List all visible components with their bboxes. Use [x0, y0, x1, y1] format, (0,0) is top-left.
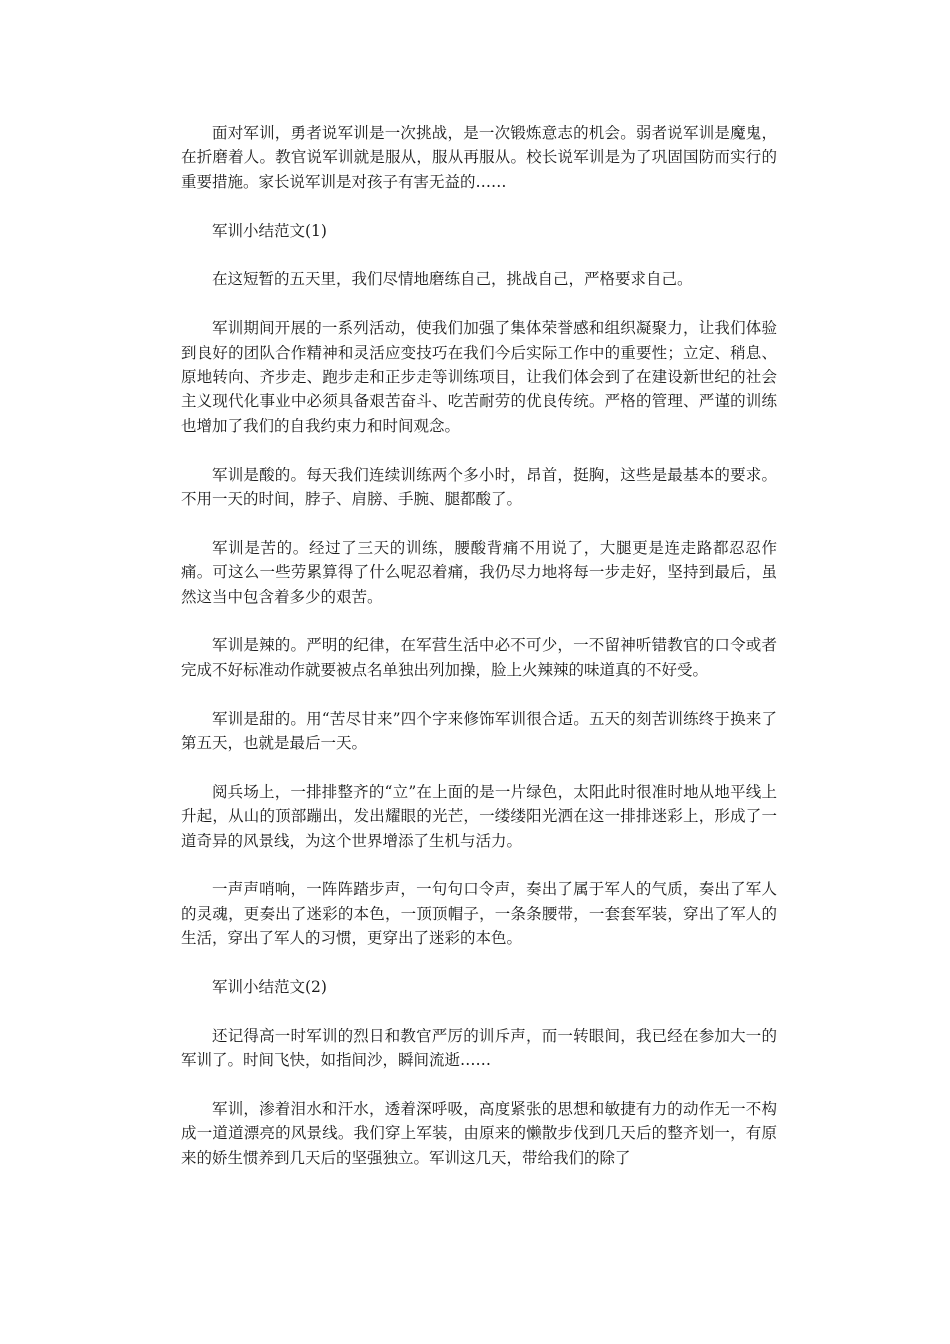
- body-paragraph: 军训是酸的。每天我们连续训练两个多小时，昂首，挺胸，这些是最基本的要求。不用一天的时间，脖子、肩膀、手腕、腿都酸了。: [181, 465, 777, 509]
- body-paragraph: 军训是辣的。严明的纪律，在军营生活中必不可少，一不留神听错教官的口令或者完成不好标准动作就要被点名单独出列加操，脸上火辣辣的味道真的不好受。: [181, 636, 777, 679]
- body-paragraph: 军训是苦的。经过了三天的训练，腰酸背痛不用说了，大腿更是连走路都忍忍作痛。可这么一些劳累算得了什么呢忍着痛，我仍尽力地将每一步走好，坚持到最后，虽然这当中包含着多少的艰苦。: [181, 538, 777, 606]
- body-paragraph: 还记得高一时军训的烈日和教官严厉的训斥声，而一转眼间，我已经在参加大一的军训了。时间飞快，如指间沙，瞬间流逝……: [181, 1026, 777, 1070]
- section-heading-2: 军训小结范文(2): [212, 978, 327, 997]
- section-heading-1: 军训小结范文(1): [212, 221, 327, 240]
- body-paragraph: 军训期间开展的一系列活动，使我们加强了集体荣誉感和组织凝聚力，让我们体验到良好的团队合作精神和灵活应变技巧在我们今后实际工作中的重要性；立定、稍息、原地转向、齐步走、跑步走和正步走等训练项目，让我们体会到了在建设新世纪的社会主义现代化事业中必须具备艰苦奋斗、吃苦耐劳的优良传统。严格的管理、严谨的训练也增加了我们的自我约束力和时间观念。: [181, 319, 777, 435]
- body-paragraph: 阅兵场上，一排排整齐的“立”在上面的是一片绿色，太阳此时很准时地从地平线上升起，从山的顶部蹦出，发出耀眼的光芒，一缕缕阳光洒在这一排排迷彩上，形成了一道奇异的风景线，为这个世界增添了生机与活力。: [181, 782, 777, 850]
- body-paragraph: 在这短暂的五天里，我们尽情地磨练自己，挑战自己，严格要求自己。: [212, 270, 693, 289]
- body-paragraph: 一声声哨响，一阵阵踏步声，一句句口令声，奏出了属于军人的气质，奏出了军人的灵魂，更奏出了迷彩的本色，一顶顶帽子，一条条腰带，一套套军装，穿出了军人的生活，穿出了军人的习惯，更穿出了迷彩的本色。: [181, 880, 777, 948]
- intro-paragraph: 面对军训，勇者说军训是一次挑战，是一次锻炼意志的机会。弱者说军训是魔鬼，在折磨着人。教官说军训就是服从，服从再服从。校长说军训是为了巩固国防而实行的重要措施。家长说军训是对孩子有害无益的……: [181, 124, 777, 191]
- document-body: [181, 121, 777, 1195]
- body-paragraph: 军训，渗着泪水和汗水，透着深呼吸，高度紧张的思想和敏捷有力的动作无一不构成一道道漂亮的风景线。我们穿上军装，由原来的懒散步伐到几天后的整齐划一，有原来的娇生惯养到几天后的坚强独立。军训这几天，带给我们的除了: [181, 1100, 777, 1167]
- body-paragraph: 军训是甜的。用“苦尽甘来”四个字来修饰军训很合适。五天的刻苦训练终于换来了第五天，也就是最后一天。: [181, 709, 777, 753]
